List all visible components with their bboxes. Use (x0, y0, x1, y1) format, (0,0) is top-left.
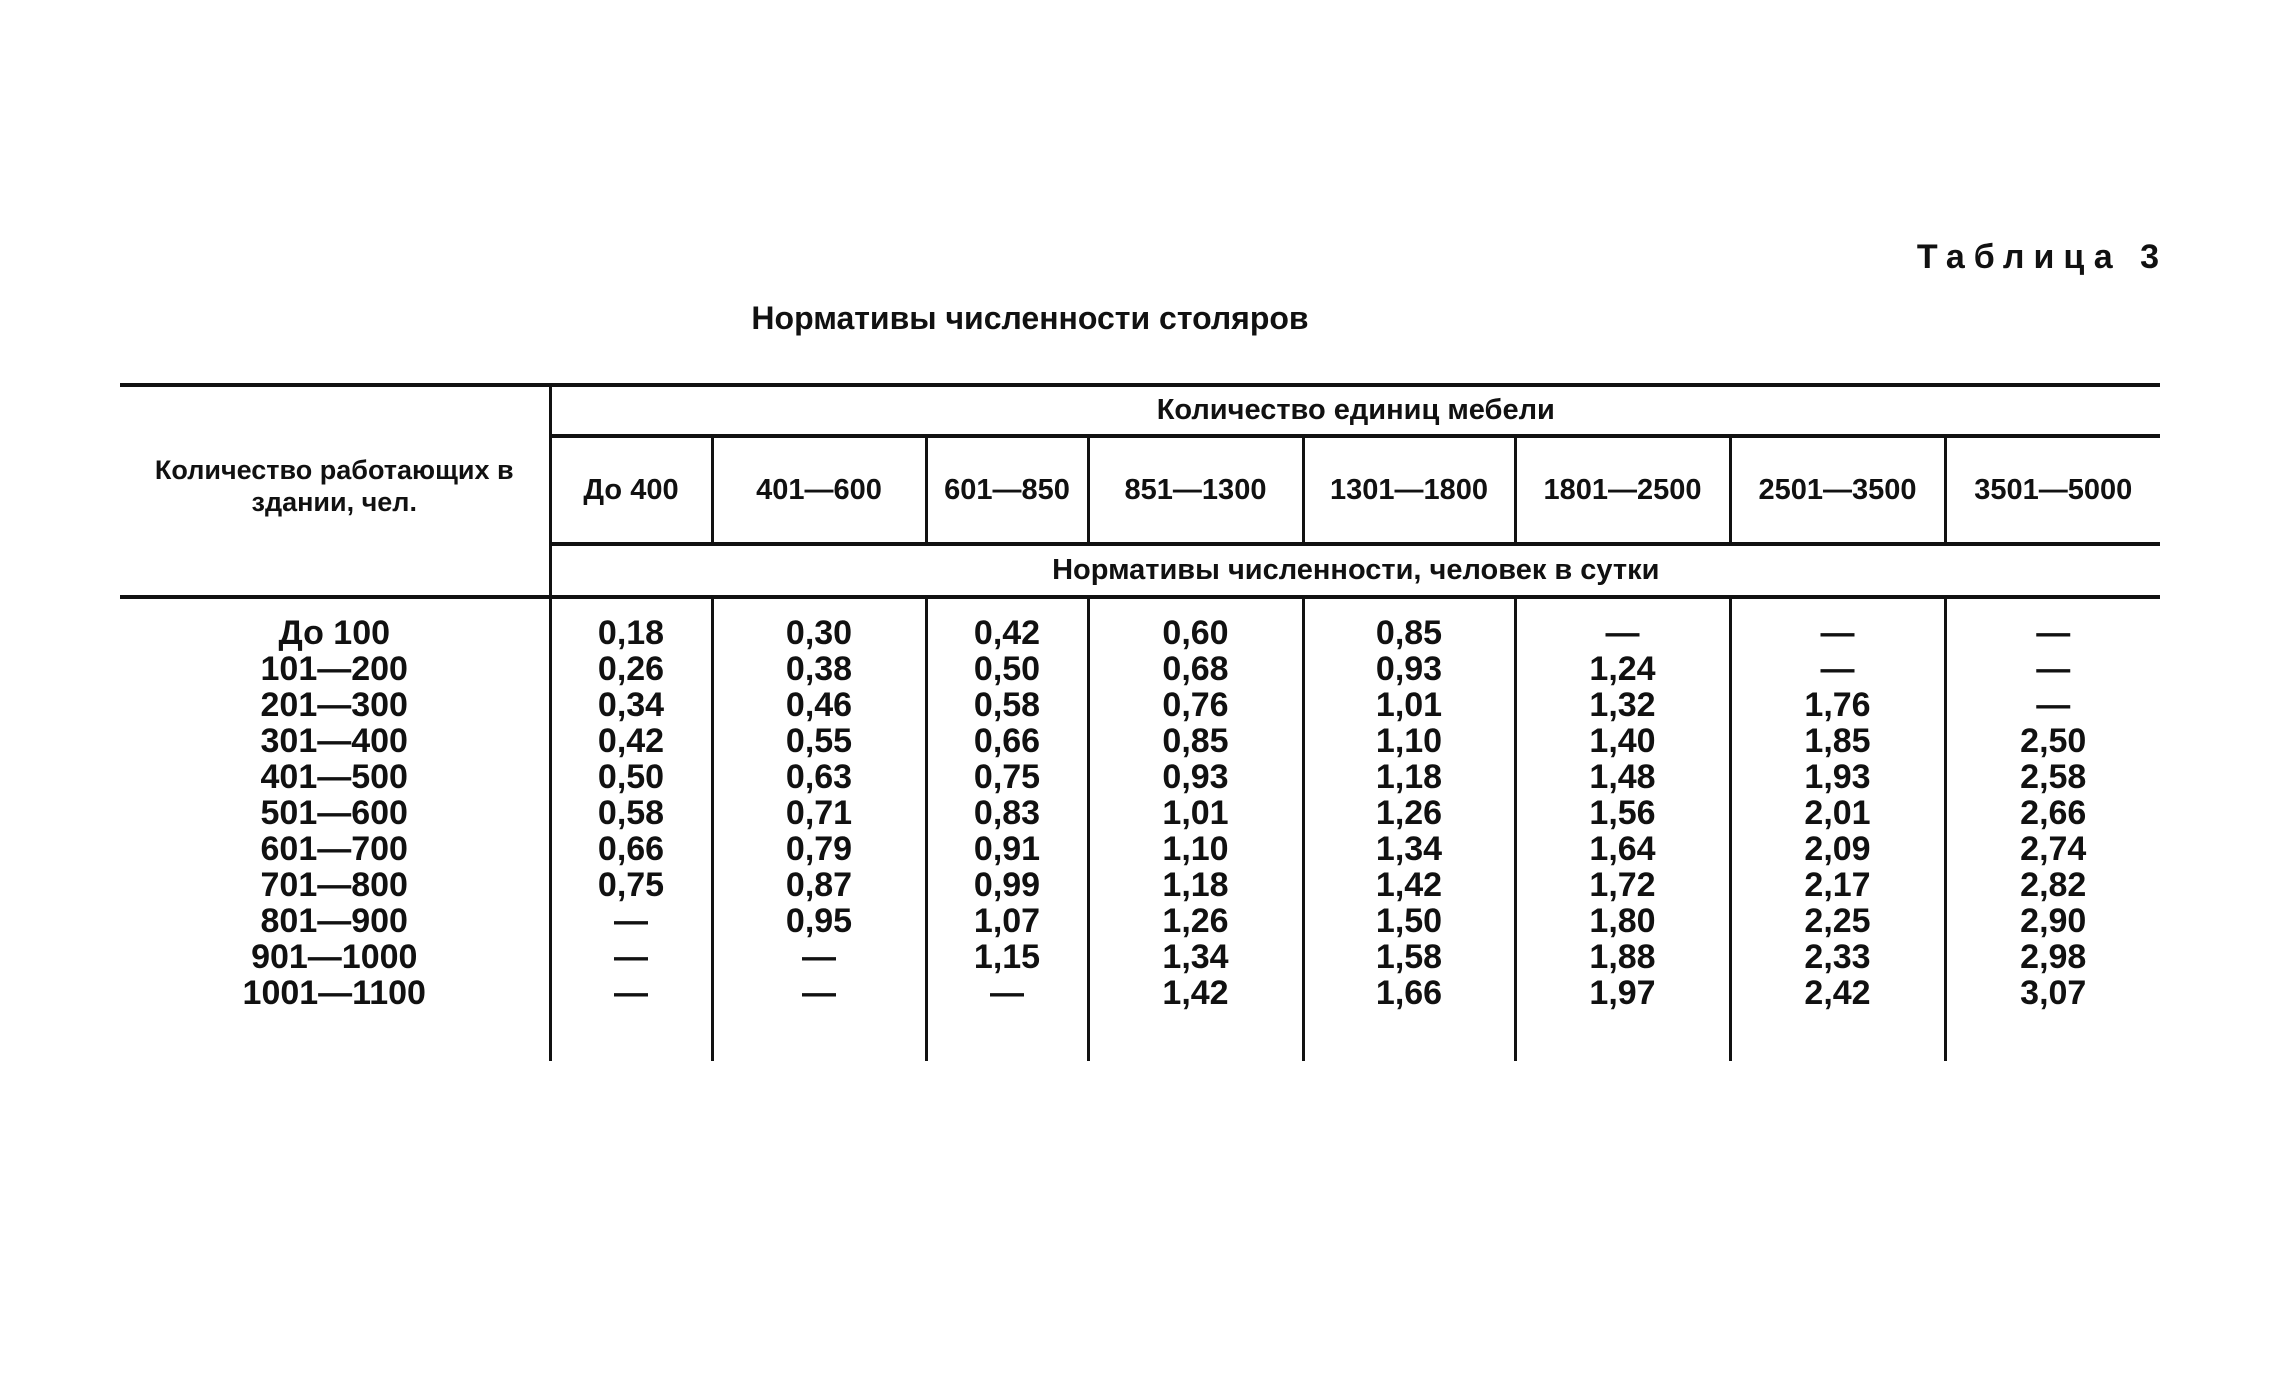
padding-cell (1945, 1011, 2160, 1061)
table-cell: 2,74 (1945, 831, 2160, 867)
table-cell: 0,42 (550, 723, 712, 759)
table-cell: — (550, 975, 712, 1011)
table-cell: 2,09 (1730, 831, 1945, 867)
table-cell: 0,18 (550, 597, 712, 651)
table-cell: 0,30 (712, 597, 926, 651)
table-cell: 0,71 (712, 795, 926, 831)
padding-cell (1088, 1011, 1303, 1061)
table-cell: 1,50 (1303, 903, 1515, 939)
table-cell: 0,50 (926, 651, 1088, 687)
table-row (120, 651, 2160, 687)
table-cell: 2,98 (1945, 939, 2160, 975)
table-cell: 0,60 (1088, 597, 1303, 651)
table-cell: 1,80 (1515, 903, 1730, 939)
table-cell: 1,24 (1515, 651, 1730, 687)
column-header: 3501—5000 (1945, 436, 2160, 544)
table-cell: 1,34 (1088, 939, 1303, 975)
column-header: До 400 (550, 436, 712, 544)
table-cell: 1,58 (1303, 939, 1515, 975)
table-body (120, 597, 2160, 1061)
table-cell: — (1730, 597, 1945, 651)
row-label: 101—200 (260, 650, 408, 688)
table-cell: 1,18 (1303, 759, 1515, 795)
table-cell: 0,66 (550, 831, 712, 867)
table-cell: 0,42 (926, 597, 1088, 651)
table-cell: 0,93 (1088, 759, 1303, 795)
column-header: 1301—1800 (1303, 436, 1515, 544)
table-header (120, 385, 2160, 597)
table-cell: 0,75 (550, 867, 712, 903)
column-header: 401—600 (712, 436, 926, 544)
table-cell: 0,38 (712, 651, 926, 687)
padding-cell (1730, 1011, 1945, 1061)
table-cell: 1,64 (1515, 831, 1730, 867)
table-cell: — (1945, 687, 2160, 723)
table-cell: 2,58 (1945, 759, 2160, 795)
table-cell: — (1515, 597, 1730, 651)
column-header: 851—1300 (1088, 436, 1303, 544)
table-cell: — (712, 939, 926, 975)
table-row (120, 831, 2160, 867)
table-cell: — (550, 903, 712, 939)
row-label: 901—1000 (251, 938, 418, 976)
table-cell: 0,68 (1088, 651, 1303, 687)
row-label: 501—600 (260, 794, 408, 832)
table-cell: 1,34 (1303, 831, 1515, 867)
row-label: 301—400 (260, 722, 408, 760)
table-cell: 0,83 (926, 795, 1088, 831)
table-cell: 1,01 (1088, 795, 1303, 831)
table-cell: 1,97 (1515, 975, 1730, 1011)
padding-cell (1515, 1011, 1730, 1061)
column-header: 601—850 (926, 436, 1088, 544)
padding-cell (120, 1011, 550, 1061)
padding-cell (712, 1011, 926, 1061)
row-label: 601—700 (260, 830, 408, 868)
norms-table (120, 383, 2160, 1061)
table-cell: 0,91 (926, 831, 1088, 867)
table-cell: 1,18 (1088, 867, 1303, 903)
table-cell: 1,48 (1515, 759, 1730, 795)
table-cell: 1,10 (1088, 831, 1303, 867)
table-cell: 0,75 (926, 759, 1088, 795)
table-cell: 1,72 (1515, 867, 1730, 903)
table-cell: 0,26 (550, 651, 712, 687)
table-cell: 1,93 (1730, 759, 1945, 795)
table-cell: 2,50 (1945, 723, 2160, 759)
table-cell: 0,93 (1303, 651, 1515, 687)
table-cell: 1,26 (1303, 795, 1515, 831)
table-cell: 2,17 (1730, 867, 1945, 903)
table-cell: 1,76 (1730, 687, 1945, 723)
table-cell: 1,88 (1515, 939, 1730, 975)
table-row (120, 903, 2160, 939)
unit-caption: Нормативы численности, человек в сутки (550, 544, 2160, 597)
table-cell: 1,56 (1515, 795, 1730, 831)
table-row (120, 867, 2160, 903)
table-cell: 2,25 (1730, 903, 1945, 939)
table-cell: 0,58 (926, 687, 1088, 723)
table-cell: 0,66 (926, 723, 1088, 759)
padding-cell (926, 1011, 1088, 1061)
table-cell: — (1945, 651, 2160, 687)
padding-cell (1303, 1011, 1515, 1061)
row-label: 401—500 (260, 758, 408, 796)
column-group-header: Количество единиц мебели (550, 385, 2160, 436)
column-header: 2501—3500 (1730, 436, 1945, 544)
row-label: 201—300 (260, 686, 408, 724)
table-cell: 2,01 (1730, 795, 1945, 831)
table-cell: 0,50 (550, 759, 712, 795)
table-cell: 0,46 (712, 687, 926, 723)
table-cell: 1,40 (1515, 723, 1730, 759)
table-row (120, 795, 2160, 831)
table-cell: 1,85 (1730, 723, 1945, 759)
table-row (120, 975, 2160, 1011)
row-label: 1001—1100 (242, 974, 426, 1012)
table-cell: 0,55 (712, 723, 926, 759)
table-cell: 2,33 (1730, 939, 1945, 975)
table-cell: 0,58 (550, 795, 712, 831)
padding-cell (550, 1011, 712, 1061)
table-cell: 0,99 (926, 867, 1088, 903)
table-cell: 2,82 (1945, 867, 2160, 903)
table-cell: 1,01 (1303, 687, 1515, 723)
table-cell: — (550, 939, 712, 975)
table-cell: 2,42 (1730, 975, 1945, 1011)
table-cell: — (712, 975, 926, 1011)
table-cell: 0,79 (712, 831, 926, 867)
column-header: 1801—2500 (1515, 436, 1730, 544)
table-cell: 3,07 (1945, 975, 2160, 1011)
table-cell: 1,15 (926, 939, 1088, 975)
table-bottom-padding (120, 1011, 2160, 1061)
table-cell: 1,26 (1088, 903, 1303, 939)
table-title: Нормативы численности столяров (751, 300, 1309, 336)
table-cell: 0,34 (550, 687, 712, 723)
row-label: 801—900 (260, 902, 408, 940)
table-cell: 2,66 (1945, 795, 2160, 831)
table-number: Таблица 3 (1916, 238, 2168, 276)
table-row (120, 687, 2160, 723)
table-cell: 1,42 (1088, 975, 1303, 1011)
table-row (120, 939, 2160, 975)
table-cell: — (926, 975, 1088, 1011)
table-cell: 0,95 (712, 903, 926, 939)
table-cell: 0,63 (712, 759, 926, 795)
table-cell: 1,10 (1303, 723, 1515, 759)
table-cell: 1,42 (1303, 867, 1515, 903)
table-cell: 0,85 (1088, 723, 1303, 759)
table-cell: 2,90 (1945, 903, 2160, 939)
table-row (120, 723, 2160, 759)
table-cell: 0,85 (1303, 597, 1515, 651)
table-cell: 1,66 (1303, 975, 1515, 1011)
table-cell: 1,07 (926, 903, 1088, 939)
table-row (120, 759, 2160, 795)
table-cell: 0,87 (712, 867, 926, 903)
row-header-cell: Количество работающих в здании, чел. (120, 385, 550, 597)
table-cell: — (1730, 651, 1945, 687)
table-row (120, 597, 2160, 651)
table-cell: — (1945, 597, 2160, 651)
row-label: 701—800 (260, 866, 408, 904)
table-cell: 0,76 (1088, 687, 1303, 723)
table-cell: 1,32 (1515, 687, 1730, 723)
row-label: До 100 (278, 614, 391, 652)
